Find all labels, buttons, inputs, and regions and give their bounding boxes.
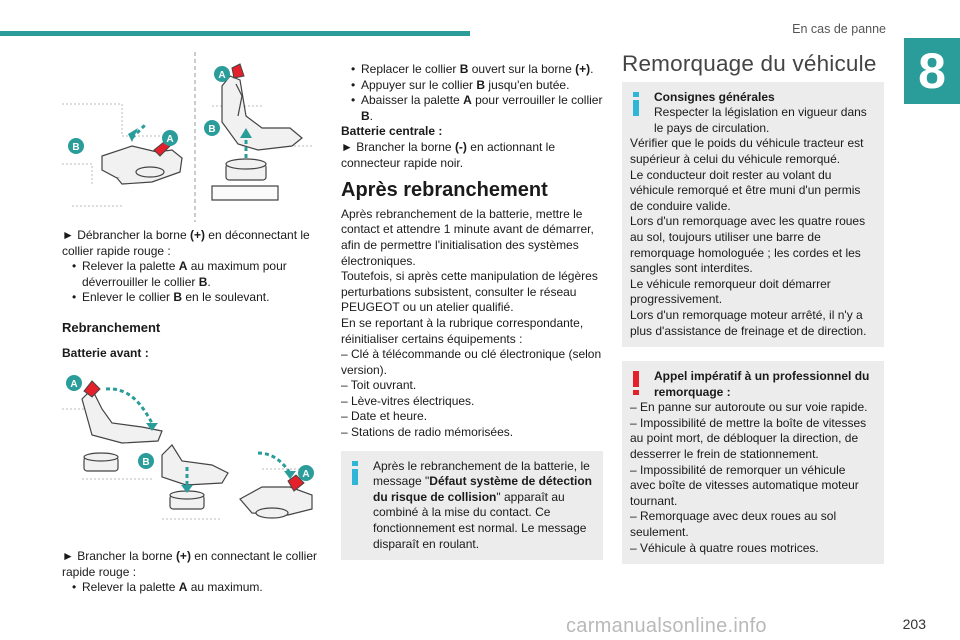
heading-apres-rebranchement: Après rebranchement: [341, 179, 548, 202]
list-item: – Date et heure.: [341, 409, 428, 424]
warning-icon: [632, 371, 640, 395]
box-line: – Véhicule à quatre roues motrices.: [630, 540, 819, 555]
callout-label: B: [142, 457, 150, 469]
header-accent-bar: [0, 31, 470, 36]
heading-batterie-avant: Batterie avant :: [62, 345, 149, 360]
box-line: Lors d'un remorquage moteur arrêté, il n'y a plus d'assistance de freinage et de direction.: [630, 307, 867, 338]
box-line: – Impossibilité de mettre la boîte de vitesses au point mort, de débloquer la direction, de desserrer le frein de stationnement.: [630, 415, 867, 462]
info-text: Après le rebranchement de la batterie, le message "Défaut système de détection du risque de collision" apparaît au combiné à la mise du contact. Ce fonctionnement est normal. Le message disparaît en roulant.: [373, 458, 593, 551]
box-title: Consignes générales: [654, 89, 775, 104]
heading-batterie-centrale: Batterie centrale :: [341, 124, 443, 139]
callout-label: A: [218, 70, 226, 81]
column-right: [622, 51, 884, 564]
instruction-disconnect: ► Débrancher la borne (+) en déconnectant le collier rapide rouge :: [62, 228, 310, 258]
callout-label: A: [302, 469, 310, 481]
info-box-consignes: [622, 82, 884, 348]
info-box: [341, 451, 603, 561]
column-left: [62, 46, 324, 596]
paragraph: Après rebranchement de la batterie, mettre le contact et attendre 1 minute avant de démarrer, afin de permettre l'initialisation des systèmes électroniques.: [341, 206, 594, 268]
battery-clamp-diagram-1: [62, 46, 324, 222]
illustration-disconnect: [62, 46, 324, 222]
instruction-reconnect: ► Brancher la borne (+) en connectant le collier rapide rouge :: [62, 549, 318, 579]
callout-label: A: [70, 379, 78, 391]
running-header: En cas de panne: [792, 22, 886, 36]
box-line: Respecter la législation en vigueur dans le pays de circulation.: [654, 105, 867, 135]
info-icon: [351, 461, 359, 485]
paragraph: En se reportant à la rubrique correspondante, réinitialiser certains équipements :: [341, 315, 584, 346]
instruction-central: ► Brancher la borne (-) en actionnant le connecteur rapide noir.: [341, 139, 556, 170]
paragraph: Toutefois, si après cette manipulation de légères perturbations subsistent, consulter le réseau PEUGEOT ou un atelier qualifié.: [341, 269, 598, 315]
box-line: Le conducteur doit rester au volant du véhicule remorqué et être muni d'un permis de conduire valide.: [630, 167, 861, 213]
box-line: Vérifier que le poids du véhicule tracteur est supérieur à celui du véhicule remorqué.: [630, 136, 864, 166]
box-line: – Impossibilité de remorquer un véhicule avec boîte de vitesses automatique moteur tournant.: [630, 462, 859, 508]
list-item: – Lève-vitres électriques.: [341, 393, 475, 408]
bullet-item: • Enlever le collier B en le soulevant.: [62, 290, 324, 306]
callout-label: B: [72, 142, 80, 153]
box-line: Le véhicule remorqueur doit démarrer progressivement.: [630, 276, 831, 307]
warning-box-professionnel: [622, 361, 884, 564]
box-line: – En panne sur autoroute ou sur voie rapide.: [630, 400, 868, 415]
chapter-tab: 8: [904, 38, 960, 104]
page-number: 203: [902, 616, 926, 632]
box-line: Lors d'un remorquage avec les quatre roues au sol, toujours utiliser une barre de remorquage homologuée ; les cordes et les sangles sont interdites.: [630, 214, 866, 276]
watermark: carmanualsonline.info: [566, 615, 767, 637]
section-title-remorquage: Remorquage du véhicule: [622, 51, 877, 76]
bullet-item: • Abaisser la palette A pour verrouiller le collier B.: [341, 93, 603, 124]
heading-rebranchement: Rebranchement: [62, 319, 161, 335]
callout-label: B: [208, 124, 216, 135]
list-item: – Clé à télécommande ou clé électronique (selon version).: [341, 347, 602, 377]
info-icon: [632, 92, 640, 116]
box-title: Appel impératif à un professionnel du remorquage :: [654, 369, 870, 399]
list-item: – Toit ouvrant.: [341, 378, 417, 393]
list-item: – Stations de radio mémorisées.: [341, 425, 514, 440]
bullet-item: • Relever la palette A au maximum.: [62, 580, 324, 596]
bullet-item: • Relever la palette A au maximum pour déverrouiller le collier B.: [62, 259, 324, 290]
bullet-item: • Replacer le collier B ouvert sur la borne (+).: [341, 62, 603, 78]
illustration-reconnect: [62, 369, 324, 545]
column-middle: [341, 62, 603, 560]
bullet-item: • Appuyer sur le collier B jusqu'en butée.: [341, 78, 603, 94]
callout-label: A: [166, 134, 174, 145]
box-line: – Remorquage avec deux roues au sol seulement.: [630, 509, 837, 540]
battery-clamp-diagram-2: [62, 369, 324, 545]
